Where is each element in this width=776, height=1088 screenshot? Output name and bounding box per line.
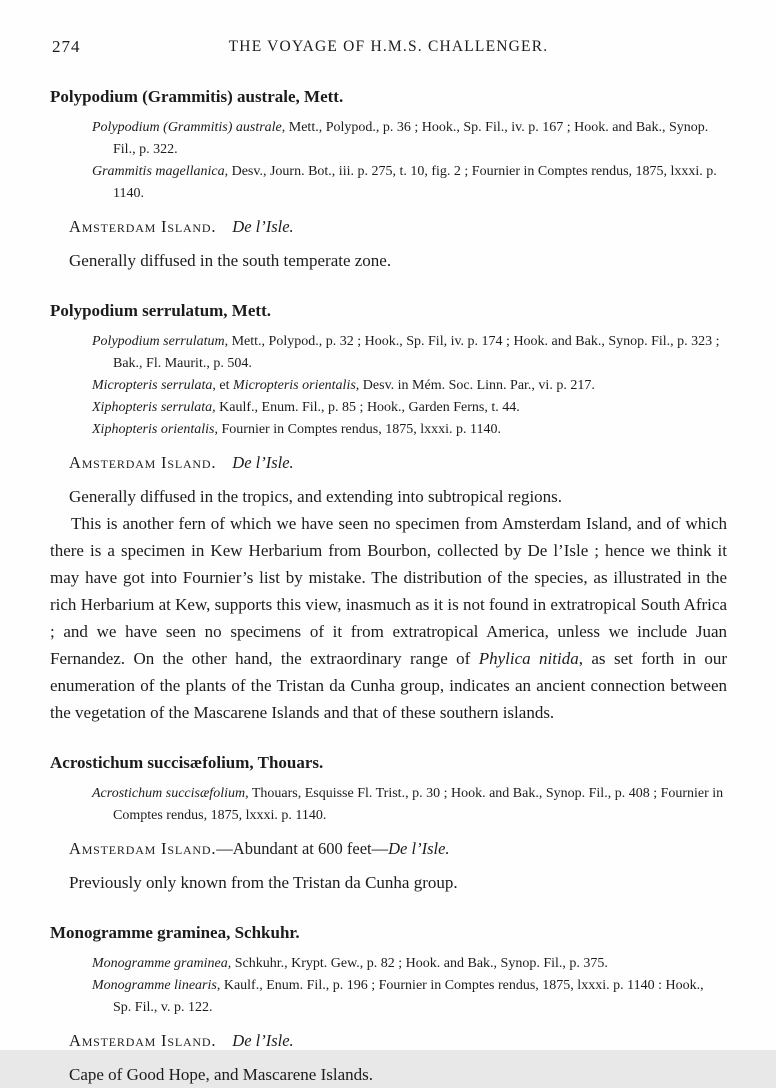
citation-refs: , Kaulf., Enum. Fil., p. 85 ; Hook., Garden Ferns, t. 44. (212, 400, 520, 415)
collector-name: De l’Isle. (388, 839, 450, 858)
synonymy-line (92, 397, 727, 419)
citation-refs: , Thouars, Esquisse Fl. Trist., p. 30 ; Hook. and Bak., Synop. Fil., p. 408 ; Fournier in Comptes rendus, 1875, lxxxi. p. 1140. (113, 786, 724, 823)
species-name: Polypodium serrulatum (92, 334, 225, 349)
synonymy-line (92, 117, 727, 161)
discussion-paragraph (50, 510, 727, 726)
synonymy-line (92, 161, 727, 205)
locality-place: Amsterdam Island. (69, 839, 217, 858)
synonymy-line (92, 375, 727, 397)
locality-line (50, 1030, 727, 1052)
synonymy-line (92, 953, 727, 975)
species-name: Micropteris serrulata (92, 378, 213, 393)
entry-heading: Polypodium (Grammitis) australe, Mett. (50, 87, 344, 106)
species-name: Acrostichum succisæfolium (92, 786, 246, 801)
species-name: Xiphopteris serrulata (92, 400, 213, 415)
distribution-note: Generally diffused in the tropics, and extending into subtropical regions. (69, 487, 563, 506)
entry-heading: Acrostichum succisæfolium, Thouars. (50, 753, 324, 772)
habitat-note: —Abundant at 600 feet— (216, 839, 389, 858)
species-name: Phylica nitida (478, 649, 579, 668)
locality-line (50, 216, 727, 238)
species-entry (50, 922, 727, 1088)
citation-refs: , Mett., Polypod., p. 32 ; Hook., Sp. Fil, iv. p. 174 ; Hook. and Bak., Synop. Fil., p. 323 ; Bak., Fl. Maurit., p. 504. (113, 334, 720, 371)
species-name: Xiphopteris orientalis (92, 422, 215, 437)
citation-refs: , Desv. in Mém. Soc. Linn. Par., vi. p. 217. (355, 378, 595, 393)
discussion-text: , as set forth in our enumeration of the plants of the Tristan da Cunha group, indicates an ancient connection between the vegetation of the Mascarene Islands and that of these southern islands. (50, 649, 727, 722)
synonymy-line (92, 783, 727, 827)
species-entry (50, 86, 727, 274)
distribution-note: Generally diffused in the south temperate zone. (69, 251, 392, 270)
synonymy-block (50, 117, 727, 205)
species-name: Grammitis magellanica (92, 164, 225, 179)
species-name: Polypodium (Grammitis) australe (92, 120, 282, 135)
locality-line (50, 452, 727, 474)
distribution-note: Previously only known from the Tristan da Cunha group. (69, 873, 458, 892)
locality-place: Amsterdam Island. (69, 1031, 217, 1050)
page-header (50, 37, 727, 59)
species-name: Micropteris orientalis (233, 378, 356, 393)
locality-line (50, 838, 727, 860)
entry-heading: Monogramme graminea, Schkuhr. (50, 923, 300, 942)
distribution-note: Cape of Good Hope, and Mascarene Islands. (69, 1065, 374, 1084)
species-entry (50, 300, 727, 726)
citation-refs: , Mett., Polypod., p. 36 ; Hook., Sp. Fil., iv. p. 167 ; Hook. and Bak., Synop. Fil., p. 322. (113, 120, 709, 157)
citation-connector: , et (212, 378, 234, 393)
citation-refs: , Fournier in Comptes rendus, 1875, lxxxi. p. 1140. (214, 422, 501, 437)
discussion-text: This is another fern of which we have seen no specimen from Amsterdam Island, and of which there is a specimen in Kew Herbarium from Bourbon, collected by De l’Isle ; hence we think it may have got into Fournier’s list by mistake. The distribution of the species, as illustrated in the rich Herbarium at Kew, supports this view, inasmuch as it is not found in extratropical South Africa ; and we have seen no specimens of it from extratropical America, unless we include Juan Fernandez. On the other hand, the extraordinary range of (50, 514, 727, 668)
species-name: Monogramme graminea (92, 956, 228, 971)
running-title: THE VOYAGE OF H.M.S. CHALLENGER. (228, 38, 549, 55)
synonymy-block (50, 783, 727, 827)
synonymy-block (50, 953, 727, 1019)
synonymy-line (92, 331, 727, 375)
collector-name: De l’Isle. (232, 217, 294, 236)
collector-name: De l’Isle. (232, 453, 294, 472)
species-name: Monogramme linearis (92, 978, 217, 993)
page-number: 274 (52, 37, 81, 56)
entry-heading: Polypodium serrulatum, Mett. (50, 301, 271, 320)
synonymy-line (92, 419, 727, 441)
locality-place: Amsterdam Island. (69, 453, 217, 472)
species-entry (50, 752, 727, 896)
citation-refs: , Schkuhr., Krypt. Gew., p. 82 ; Hook. and Bak., Synop. Fil., p. 375. (227, 956, 608, 971)
synonymy-block (50, 331, 727, 441)
citation-refs: , Kaulf., Enum. Fil., p. 196 ; Fournier in Comptes rendus, 1875, lxxxi. p. 1140 : Hook., Sp. Fil., v. p. 122. (113, 978, 704, 1015)
locality-place: Amsterdam Island. (69, 217, 217, 236)
citation-refs: , Desv., Journ. Bot., iii. p. 275, t. 10, fig. 2 ; Fournier in Comptes rendus, 1875, lxxxi. p. 1140. (113, 164, 717, 201)
synonymy-line (92, 975, 727, 1019)
collector-name: De l’Isle. (232, 1031, 294, 1050)
